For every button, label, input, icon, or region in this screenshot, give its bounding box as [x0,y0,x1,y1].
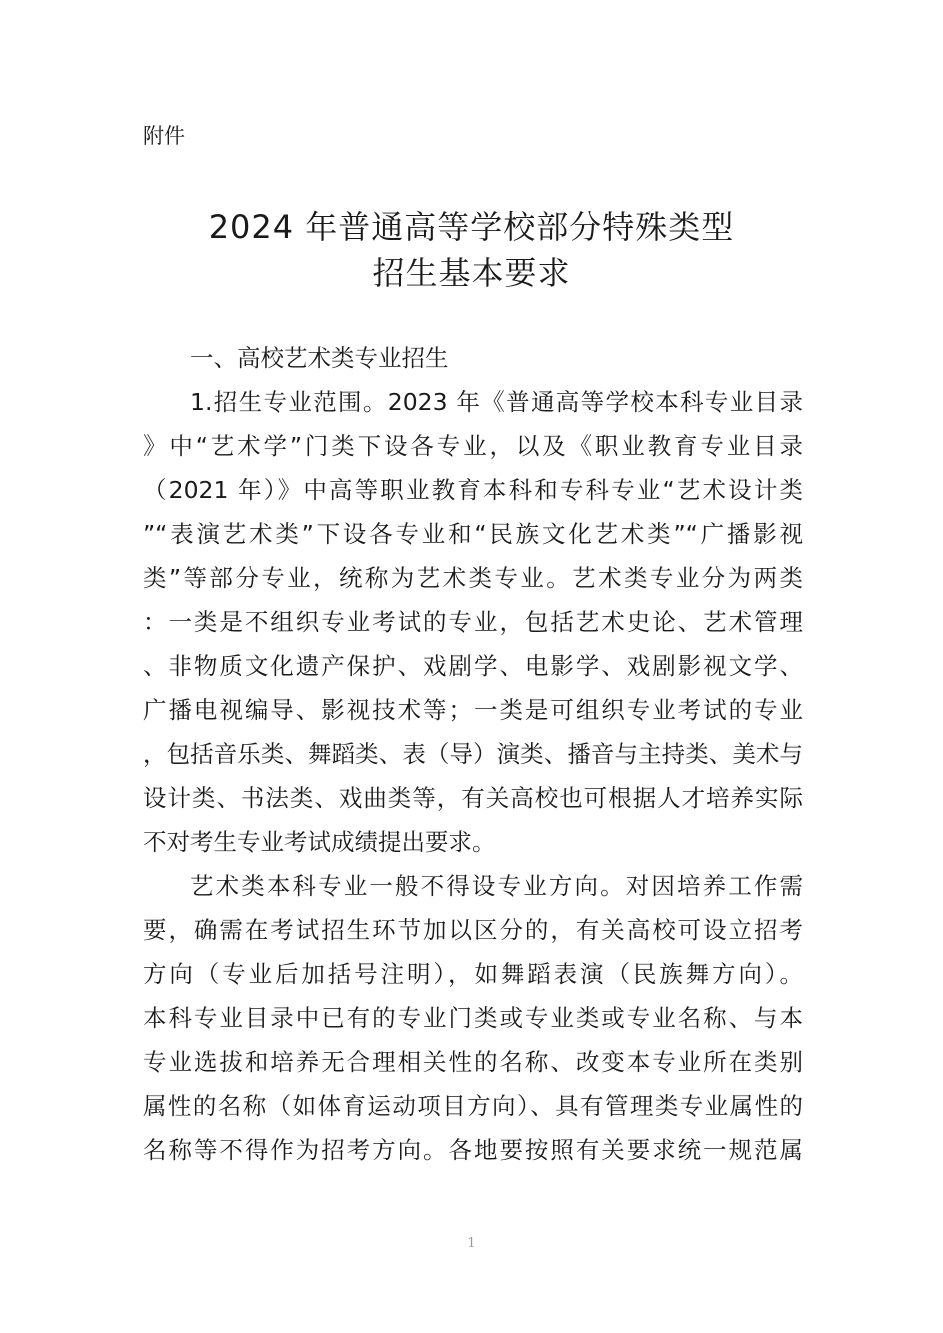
body-line: 》中“艺术学”门类下设各专业，以及《职业教育专业目录 [143,432,803,460]
body-line: 专业选拔和培养无合理相关性的名称、改变本专业所在类别 [143,1048,803,1076]
page-number: 1 [467,1236,476,1251]
body-line: 设计类、书法类、戏曲类等，有关高校也可根据人才培养实际 [143,784,803,812]
document-title-line-1: 2024 年普通高等学校部分特殊类型 [208,208,735,246]
body-line: 属性的名称（如体育运动项目方向）、具有管理类专业属性的 [143,1092,803,1120]
body-line: 要，确需在考试招生环节加以区分的，有关高校可设立招考 [143,916,803,944]
document-title-line-2: 招生基本要求 [372,254,571,292]
body-line: ：一类是不组织专业考试的专业，包括艺术史论、艺术管理 [143,608,803,636]
body-line: 方向（专业后加括号注明），如舞蹈表演（民族舞方向）。 [143,960,803,988]
body-line: 艺术类本科专业一般不得设专业方向。对因培养工作需 [190,872,803,900]
body-line: 本科专业目录中已有的专业门类或专业类或专业名称、与本 [143,1004,803,1032]
body-line: 不对考生专业考试成绩提出要求。 [143,828,496,856]
attachment-label: 附件 [143,124,185,148]
body-line: 、非物质文化遗产保护、戏剧学、电影学、戏剧影视文学、 [143,652,803,680]
body-line: 广播电视编导、影视技术等；一类是可组织专业考试的专业 [143,696,803,724]
body-line: ，包括音乐类、舞蹈类、表（导）演类、播音与主持类、美术与 [143,740,803,768]
body-line: 1.招生专业范围。2023 年《普通高等学校本科专业目录 [190,388,803,416]
body-line: 名称等不得作为招考方向。各地要按照有关要求统一规范属 [143,1136,803,1164]
body-line: （2021 年）》中高等职业教育本科和专科专业“艺术设计类 [143,476,803,504]
body-line: 类”等部分专业，统称为艺术类专业。艺术类专业分为两类 [143,564,803,592]
body-line: ”“表演艺术类”下设各专业和“民族文化艺术类”“广播影视 [143,520,803,548]
section-heading: 一、高校艺术类专业招生 [190,344,449,372]
